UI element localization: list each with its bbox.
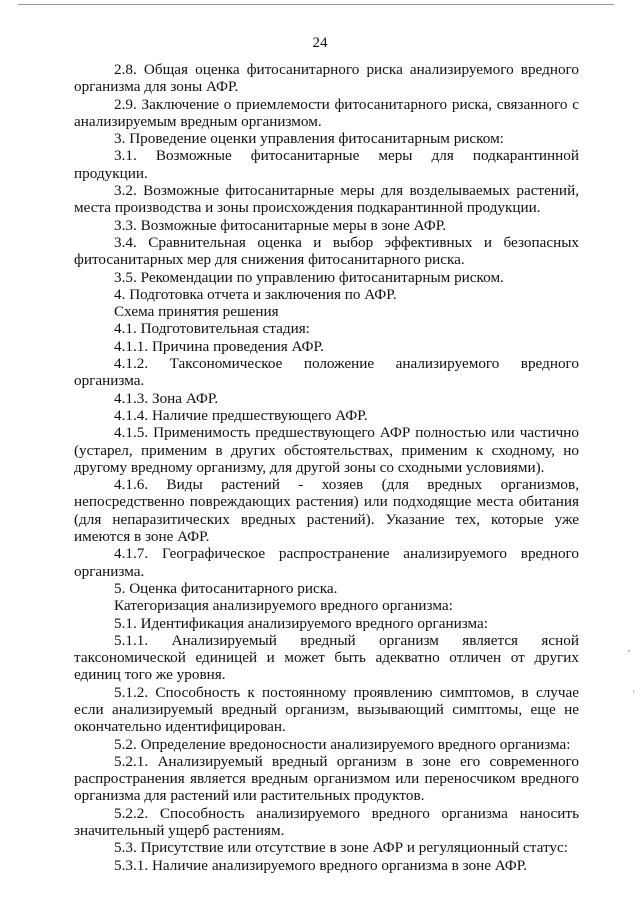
- paragraph: 5.1.2. Способность к постоянному проявлению симптомов, в случае если анализируемый вредный организм, вызывающий симптомы, еще не окончательно идентифицирован.: [74, 683, 579, 736]
- paragraph: Категоризация анализируемого вредного организма:: [114, 597, 453, 615]
- document-body: [74, 61, 579, 874]
- paragraph: 4.1.1. Причина проведения АФР.: [114, 337, 324, 355]
- paragraph: Схема принятия решения: [114, 303, 279, 321]
- paragraph: 4.1.7. Географическое распространение анализируемого вредного организма.: [74, 545, 579, 580]
- paragraph: 5. Оценка фитосанитарного риска.: [114, 579, 338, 597]
- scan-speck: [633, 690, 634, 693]
- paragraph: 3.1. Возможные фитосанитарные меры для подкарантинной продукции.: [74, 147, 579, 182]
- paragraph: 5.3. Присутствие или отсутствие в зоне АФР и регуляционный статус:: [114, 839, 568, 857]
- paragraph: 4.1.6. Виды растений - хозяев (для вредных организмов, непосредственно повреждающих растения) или подходящие места обитания (для непаразитических вредных растений). Указание тех, которые уже имеются в зоне АФР.: [74, 476, 579, 546]
- paragraph: 3.5. Рекомендации по управлению фитосанитарным риском.: [114, 268, 504, 286]
- paragraph: 5.2.1. Анализируемый вредный организм в зоне его современного распространения является вредным организмом или переносчиком вредного организма для растений или растительных продуктов.: [74, 752, 579, 805]
- paragraph: 4. Подготовка отчета и заключения по АФР.: [114, 285, 397, 303]
- paragraph: 5.1.1. Анализируемый вредный организм является ясной таксономической единицей и может быть адекватно отличен от других единиц того же уровня.: [74, 631, 579, 684]
- paragraph: 5.2. Определение вредоносности анализируемого вредного организма:: [114, 735, 571, 753]
- paragraph: 5.1. Идентификация анализируемого вредного организма:: [114, 614, 489, 632]
- paragraph: 4.1.3. Зона АФР.: [114, 389, 219, 407]
- paragraph: 5.2.2. Способность анализируемого вредного организма наносить значительный ущерб растениям.: [74, 804, 579, 840]
- paragraph: 4.1.5. Применимость предшествующего АФР полностью или частично (устарел, применим в других обстоятельствах, применим к сходному, но другому вредному организму, для другой зоны со сходными условиями).: [74, 424, 579, 476]
- paragraph: 3.2. Возможные фитосанитарные меры для возделываемых растений, места производства и зоны происхождения подкарантинной продукции.: [74, 182, 579, 217]
- paragraph: 5.3.1. Наличие анализируемого вредного организма в зоне АФР.: [114, 856, 528, 874]
- paragraph: 2.9. Заключение о приемлемости фитосанитарного риска, связанного с анализируемым вредным организмом.: [74, 95, 579, 130]
- scan-speck: [628, 650, 630, 652]
- paragraph: 4.1.2. Таксономическое положение анализируемого вредного организма.: [74, 355, 579, 390]
- paragraph: 2.8. Общая оценка фитосанитарного риска анализируемого вредного организма для зоны АФР.: [74, 61, 579, 96]
- paragraph: 3. Проведение оценки управления фитосанитарным риском:: [114, 130, 504, 148]
- paragraph: 3.4. Сравнительная оценка и выбор эффективных и безопасных фитосанитарных мер для снижения фитосанитарного риска.: [74, 233, 579, 269]
- page-number: 24: [312, 35, 328, 51]
- scan-top-rule: [18, 4, 614, 5]
- paragraph: 3.3. Возможные фитосанитарные меры в зоне АФР.: [114, 216, 447, 234]
- paragraph: 4.1.4. Наличие предшествующего АФР.: [114, 406, 368, 424]
- paragraph: 4.1. Подготовительная стадия:: [114, 320, 310, 338]
